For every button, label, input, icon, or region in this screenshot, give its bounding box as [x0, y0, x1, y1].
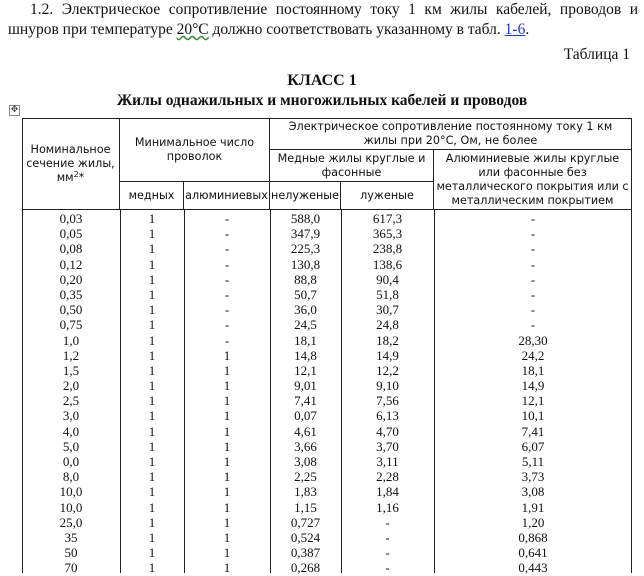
header-nominal-tail: *: [78, 170, 85, 184]
cell-untinned: 24,5: [294, 317, 317, 333]
cell-aluminum-wires: -: [224, 226, 230, 242]
cell-aluminum-wires: 1: [223, 438, 231, 454]
cell-tinned: 4,70: [376, 423, 399, 439]
cell-copper-wires: 1: [148, 317, 156, 333]
header-aluminum-wires: алюминиевых: [184, 182, 270, 210]
cell-aluminum-wires: 1: [223, 423, 231, 439]
cell-copper-wires: 1: [148, 211, 156, 226]
cell-copper-wires: 1: [148, 499, 156, 515]
cell-tinned: -: [385, 529, 390, 545]
cell-section: 5,0: [62, 438, 80, 454]
table-row: [22, 484, 632, 499]
cell-section: 0,05: [59, 226, 83, 242]
header-nominal-sup: 2: [73, 169, 79, 179]
table-row: [22, 226, 632, 241]
cell-section: 10,0: [59, 499, 83, 515]
table-row: [22, 287, 632, 302]
cell-untinned: 2,25: [294, 469, 317, 485]
cell-aluminum-wires: -: [224, 332, 230, 348]
header-tinned: луженые: [341, 182, 434, 210]
table-header: [22, 118, 632, 210]
cell-untinned: 130,8: [290, 256, 321, 272]
cell-aluminum: 14,9: [521, 378, 545, 394]
cell-untinned: 1,15: [294, 499, 317, 515]
intro-paragraph: [8, 0, 638, 40]
table-row: [22, 241, 632, 256]
cell-copper-wires: 1: [148, 514, 156, 530]
header-copper-round: Медные жилы круглые и фасонные: [270, 150, 434, 182]
cell-untinned: 7,41: [294, 393, 317, 409]
table-row: [22, 378, 632, 393]
cell-aluminum: 7,41: [521, 423, 545, 439]
cell-copper-wires: 1: [148, 545, 156, 561]
table-subtitle: Жилы однажильных и многожильных кабелей и проводов: [116, 92, 528, 109]
cell-copper-wires: 1: [148, 362, 156, 378]
cell-aluminum: 0,443: [518, 560, 548, 576]
cell-untinned: 18,1: [294, 332, 317, 348]
cell-aluminum-wires: 1: [223, 362, 231, 378]
cell-tinned: 51,8: [376, 286, 399, 302]
cell-untinned: 50,7: [294, 286, 317, 302]
cell-aluminum-wires: -: [224, 256, 230, 272]
table-reference-link[interactable]: 1-6: [504, 21, 526, 38]
cell-section: 2,0: [62, 378, 80, 394]
cell-untinned: 14,8: [294, 347, 317, 363]
cell-aluminum-wires: 1: [223, 347, 231, 363]
header-nominal-text: Номинальное сечение жилы, мм: [26, 142, 115, 184]
cell-aluminum: 3,08: [521, 484, 545, 500]
table-row: [22, 302, 632, 317]
table-row: [22, 363, 632, 378]
cell-copper-wires: 1: [148, 332, 156, 348]
cell-untinned: 1,83: [294, 484, 317, 500]
table-row: [22, 515, 632, 530]
cell-aluminum: -: [530, 226, 536, 242]
header-aluminum-round: Алюминиевые жилы круглые или фасонные без металлического покрытия или с металлическим покрытием: [434, 150, 632, 210]
cell-aluminum: 3,73: [521, 469, 545, 485]
cell-tinned: 365,3: [372, 226, 403, 242]
cell-section: 4,0: [62, 423, 80, 439]
cell-section: 0,35: [59, 286, 83, 302]
cell-copper-wires: 1: [148, 560, 156, 576]
cell-tinned: 14,9: [376, 347, 399, 363]
cell-untinned: 36,0: [294, 302, 317, 318]
cell-untinned: 3,66: [294, 438, 317, 454]
cell-section: 50: [64, 545, 78, 561]
cell-untinned: 0,727: [290, 514, 321, 530]
cell-tinned: -: [385, 514, 390, 530]
cell-section: 0,0: [62, 454, 80, 469]
cell-untinned: 3,08: [294, 454, 317, 469]
cell-aluminum-wires: -: [224, 271, 230, 287]
cell-aluminum: 6,07: [521, 438, 545, 454]
table-row: [22, 211, 632, 226]
cell-section: 0,12: [59, 256, 83, 272]
cell-section: 1,2: [62, 347, 80, 363]
header-copper-wires: медных: [120, 182, 184, 210]
cell-aluminum: -: [530, 241, 536, 257]
cell-copper-wires: 1: [148, 286, 156, 302]
cell-aluminum: 0,641: [518, 545, 548, 561]
cell-copper-wires: 1: [148, 393, 156, 409]
header-nominal-section: [22, 118, 120, 210]
class-title: КЛАСС 1: [287, 72, 357, 89]
table-row: [22, 272, 632, 287]
cell-section: 0,20: [59, 271, 83, 287]
cell-tinned: 617,3: [372, 211, 403, 226]
cell-tinned: 1,16: [376, 499, 399, 515]
cell-aluminum-wires: 1: [223, 545, 231, 561]
cell-tinned: 24,8: [376, 317, 399, 333]
cell-tinned: 7,56: [376, 393, 399, 409]
table-row: [22, 439, 632, 454]
cell-untinned: 347,9: [290, 226, 321, 242]
cell-tinned: -: [385, 560, 390, 576]
intro-text-c: .: [525, 21, 530, 38]
cell-section: 1,5: [62, 362, 80, 378]
header-min-wires: Минимальное число проволок: [120, 118, 270, 182]
cell-aluminum: -: [530, 271, 536, 287]
cell-aluminum: -: [530, 302, 536, 318]
cell-section: 3,0: [62, 408, 80, 424]
cell-aluminum: 12,1: [521, 393, 545, 409]
cell-section: 10,0: [59, 484, 83, 500]
cell-copper-wires: 1: [148, 302, 156, 318]
intro-text-b: должно соответствовать указанному в табл.: [208, 21, 505, 38]
cell-aluminum: 18,1: [521, 362, 545, 378]
cell-copper-wires: 1: [148, 226, 156, 242]
cell-copper-wires: 1: [148, 454, 156, 469]
table-caption: Таблица 1: [563, 46, 630, 63]
cell-section: 1,0: [62, 332, 80, 348]
cell-untinned: 4,61: [294, 423, 317, 439]
cell-copper-wires: 1: [148, 438, 156, 454]
cell-untinned: 88,8: [294, 271, 317, 287]
cell-section: 0,75: [59, 317, 83, 333]
intro-text-a: Электрическое сопротивление постоянному току 1 км жилы кабелей, проводов и шнуров при температуре: [8, 1, 638, 38]
cell-untinned: 225,3: [290, 241, 321, 257]
table-row: [22, 348, 632, 363]
cell-aluminum: -: [530, 211, 536, 226]
cell-section: 0,50: [59, 302, 83, 318]
intro-temperature: 20°С: [176, 21, 209, 38]
intro-number: 1.2.: [30, 1, 54, 18]
cell-aluminum: 10,1: [521, 408, 545, 424]
table-row: [22, 530, 632, 545]
table-move-handle-icon[interactable]: ✥: [10, 105, 19, 115]
cell-copper-wires: 1: [148, 469, 156, 485]
cell-tinned: 3,70: [376, 438, 399, 454]
cell-aluminum-wires: -: [224, 211, 230, 226]
cell-aluminum-wires: 1: [223, 529, 231, 545]
cell-tinned: 1,84: [376, 484, 399, 500]
cell-copper-wires: 1: [148, 256, 156, 272]
cell-untinned: 588,0: [290, 211, 321, 226]
cell-aluminum-wires: 1: [223, 393, 231, 409]
cell-tinned: 6,13: [376, 408, 399, 424]
cell-tinned: 30,7: [376, 302, 399, 318]
cell-untinned: 0,524: [290, 529, 321, 545]
header-untinned: нелуженые: [270, 182, 341, 210]
cell-aluminum: -: [530, 317, 536, 333]
cell-copper-wires: 1: [148, 529, 156, 545]
cell-section: 35: [64, 529, 78, 545]
cell-tinned: 238,8: [372, 241, 403, 257]
cell-untinned: 12,1: [294, 362, 317, 378]
cell-aluminum-wires: 1: [223, 484, 231, 500]
cell-section: 0,03: [59, 211, 83, 226]
table-row: [22, 333, 632, 348]
cell-aluminum: 5,11: [521, 454, 545, 469]
cell-tinned: 3,11: [376, 454, 399, 469]
table-row: [22, 317, 632, 332]
cell-section: 70: [64, 560, 78, 576]
cell-aluminum-wires: 1: [223, 560, 231, 576]
cell-untinned: 0,387: [290, 545, 321, 561]
cell-aluminum-wires: 1: [223, 469, 231, 485]
cell-aluminum: 1,20: [521, 514, 545, 530]
cell-copper-wires: 1: [148, 484, 156, 500]
cell-copper-wires: 1: [148, 423, 156, 439]
cell-section: 25,0: [59, 514, 83, 530]
cell-tinned: 9,10: [376, 378, 399, 394]
cell-aluminum-wires: 1: [223, 514, 231, 530]
cell-copper-wires: 1: [148, 378, 156, 394]
cell-copper-wires: 1: [148, 347, 156, 363]
cell-aluminum-wires: 1: [223, 499, 231, 515]
table-row: [22, 393, 632, 408]
cell-aluminum: 24,2: [521, 347, 545, 363]
table-row: [22, 424, 632, 439]
cell-aluminum-wires: -: [224, 286, 230, 302]
cell-aluminum-wires: -: [224, 302, 230, 318]
table-row: [22, 257, 632, 272]
cell-tinned: 12,2: [376, 362, 399, 378]
cell-aluminum: -: [530, 286, 536, 302]
table-row: [22, 545, 632, 560]
cell-copper-wires: 1: [148, 271, 156, 287]
cell-section: 0,08: [59, 241, 83, 257]
header-resistance: Электрическое сопротивление постоянному току 1 км жилы при 20°С, Ом, не более: [270, 118, 632, 150]
table-row: [22, 500, 632, 515]
cell-copper-wires: 1: [148, 241, 156, 257]
cell-aluminum: 0,868: [518, 529, 548, 545]
table-row: [22, 408, 632, 423]
cell-aluminum-wires: 1: [223, 454, 231, 469]
table-body: [22, 211, 632, 576]
cell-untinned: 0,268: [290, 560, 321, 576]
cell-section: 2,5: [62, 393, 80, 409]
cell-aluminum: 1,91: [521, 499, 545, 515]
cell-aluminum: -: [530, 256, 536, 272]
cell-tinned: 18,2: [376, 332, 399, 348]
cell-aluminum-wires: -: [224, 317, 230, 333]
cell-aluminum-wires: 1: [223, 378, 231, 394]
cell-aluminum-wires: 1: [223, 408, 231, 424]
cell-tinned: 2,28: [376, 469, 399, 485]
cell-tinned: 90,4: [376, 271, 399, 287]
cell-tinned: 138,6: [372, 256, 403, 272]
cell-tinned: -: [385, 545, 390, 561]
cell-untinned: 9,01: [294, 378, 317, 394]
table-row: [22, 454, 632, 469]
cell-copper-wires: 1: [148, 408, 156, 424]
table-row: [22, 469, 632, 484]
cell-section: 8,0: [62, 469, 80, 485]
table-row: [22, 560, 632, 575]
cell-untinned: 0,07: [294, 408, 317, 424]
cell-aluminum-wires: -: [224, 241, 230, 257]
cell-aluminum: 28,30: [518, 332, 548, 348]
